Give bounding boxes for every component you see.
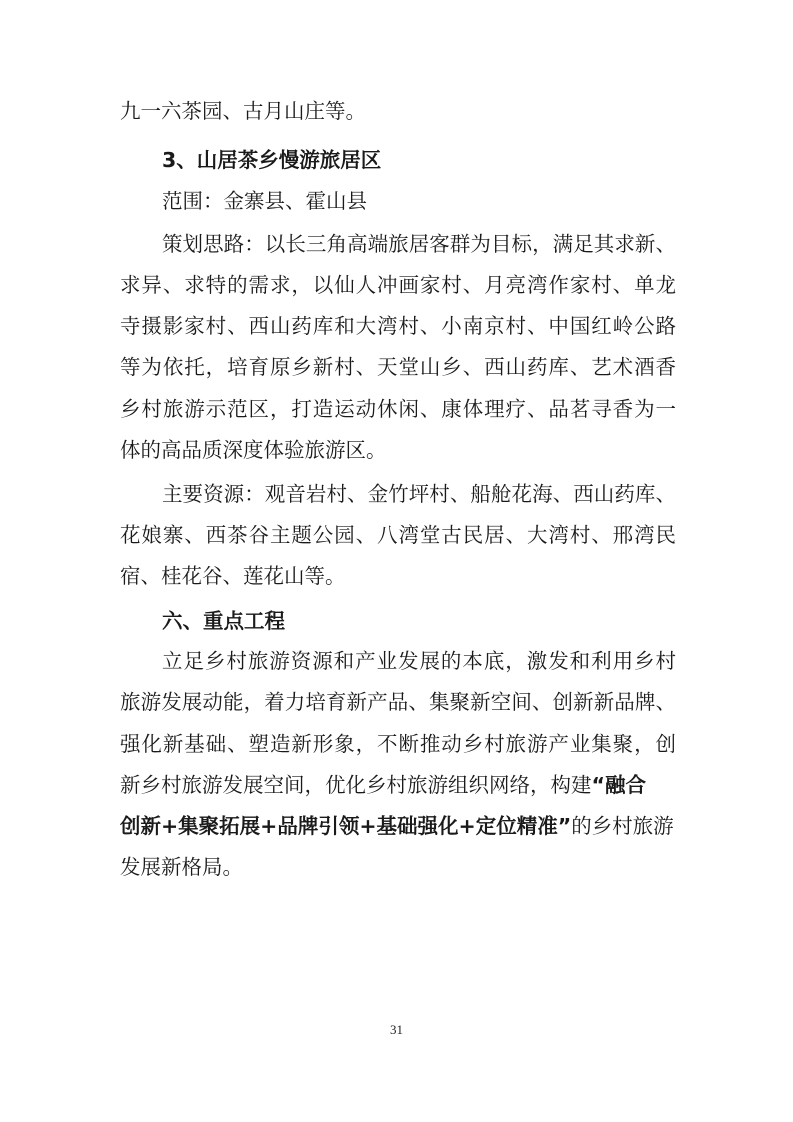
line-text: 新乡村旅游发展空间，优化乡村旅游组织网络，构建 [120, 773, 592, 797]
paragraph-line: 乡村旅游示范区，打造运动休闲、康体理疗、品茗寻香为一 [120, 397, 676, 421]
paragraph-line [120, 808, 676, 844]
paragraph-line: 发展新格局。 [120, 855, 243, 879]
section-heading: 六、重点工程 [162, 609, 285, 633]
paragraph-line: 等为依托，培育原乡新村、天堂山乡、西山药库、艺术酒香 [120, 355, 676, 379]
paragraph-line: 寺摄影家村、西山药库和大湾村、小南京村、中国红岭公路 [120, 314, 676, 338]
paragraph-line: 九一六茶园、古月山庄等。 [120, 99, 366, 123]
page-number: 31 [390, 1022, 403, 1037]
paragraph-line: 旅游发展动能，着力培育新产品、集聚新空间、创新新品牌、 [120, 690, 676, 714]
line-text: 的乡村旅游 [571, 814, 674, 838]
bold-text: 创新+集聚拓展+品牌引领+基础强化+定位精准” [120, 814, 572, 838]
paragraph-line: 范围：金寨县、霍山县 [162, 189, 367, 213]
paragraph-line: 求异、求特的需求，以仙人冲画家村、月亮湾作家村、单龙 [120, 273, 676, 297]
paragraph-line: 强化新基础、塑造新形象，不断推动乡村旅游产业集聚，创 [120, 732, 676, 756]
paragraph-line: 立足乡村旅游资源和产业发展的本底，激发和利用乡村 [162, 649, 676, 673]
paragraph-line: 体的高品质深度体验旅游区。 [120, 438, 387, 462]
paragraph-line: 策划思路：以长三角高端旅居客群为目标，满足其求新、 [162, 232, 676, 256]
paragraph-line: 主要资源：观音岩村、金竹坪村、船舱花海、西山药库、 [162, 482, 676, 506]
paragraph-line: 宿、桂花谷、莲花山等。 [120, 564, 346, 588]
section-heading: 3、山居茶乡慢游旅居区 [162, 148, 382, 172]
paragraph-line [120, 767, 676, 803]
paragraph-line: 花娘寨、西茶谷主题公园、八湾堂古民居、大湾村、邢湾民 [120, 523, 676, 547]
bold-text: “融合 [591, 773, 646, 797]
